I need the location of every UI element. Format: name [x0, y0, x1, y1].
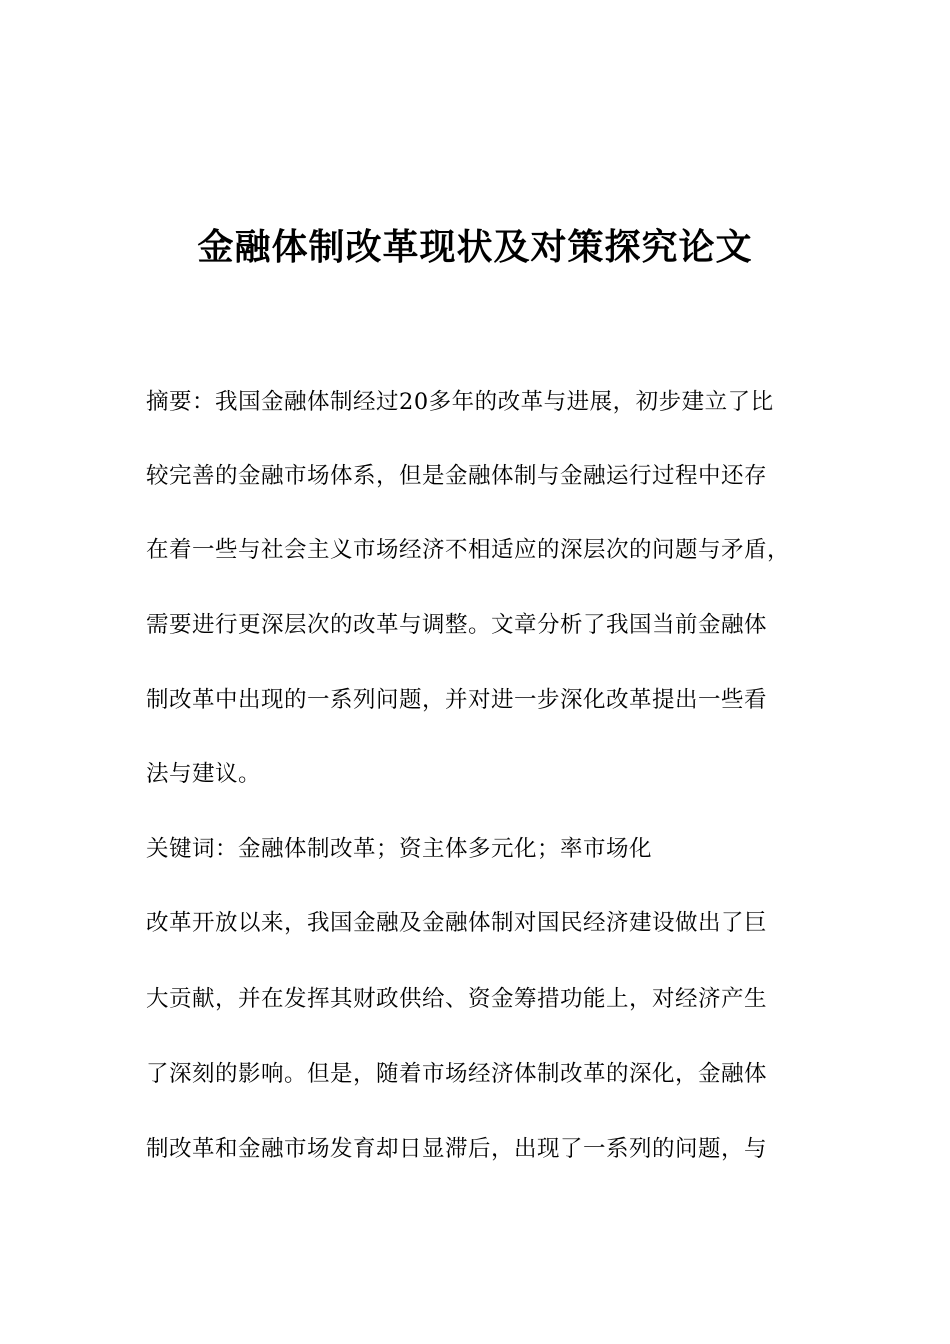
body-line: 改革开放以来，我国金融及金融体制对国民经济建设做出了巨: [146, 910, 768, 936]
abstract-line: 制改革中出现的一系列问题，并对进一步深化改革提出一些看: [146, 687, 768, 713]
abstract-line: 在着一些与社会主义市场经济不相适应的深层次的问题与矛盾，: [146, 537, 791, 563]
abstract-line: 需要进行更深层次的改革与调整。文章分析了我国当前金融体: [146, 612, 768, 638]
abstract-line: 摘要：我国金融体制经过20多年的改革与进展，初步建立了比: [146, 389, 774, 415]
abstract-line: 法与建议。: [146, 761, 262, 787]
abstract-line: 较完善的金融市场体系，但是金融体制与金融运行过程中还存: [146, 463, 768, 489]
body-line: 大贡献，并在发挥其财政供给、资金筹措功能上，对经济产生: [146, 986, 768, 1012]
body-line: 了深刻的影响。但是，随着市场经济体制改革的深化，金融体: [146, 1061, 768, 1087]
document-title: 金融体制改革现状及对策探究论文: [197, 227, 753, 268]
keywords-line: 关键词：金融体制改革；资主体多元化；率市场化: [146, 836, 653, 862]
body-line: 制改革和金融市场发育却日显滞后，出现了一系列的问题，与: [146, 1136, 768, 1162]
